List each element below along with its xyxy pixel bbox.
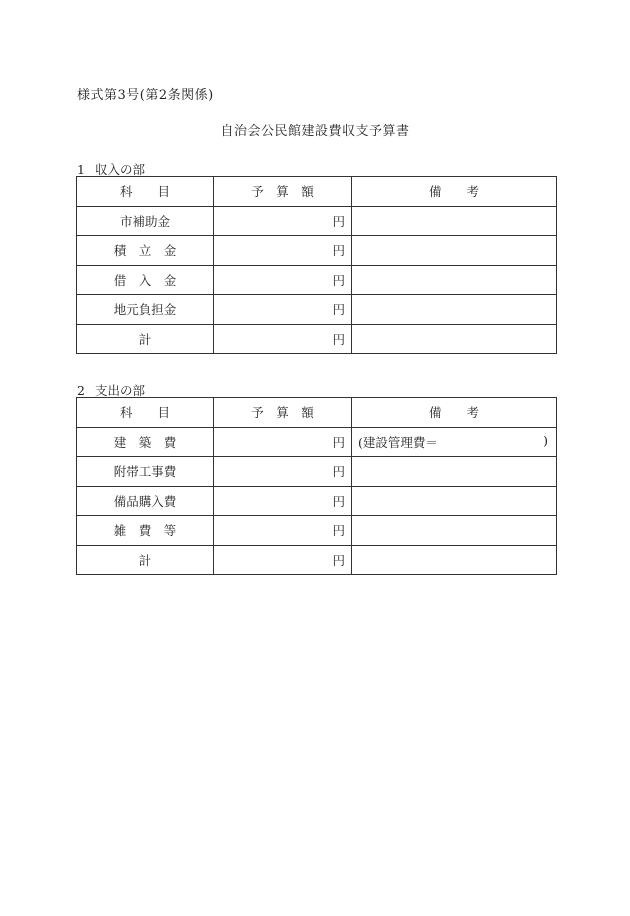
- table-total-row: [77, 324, 557, 354]
- item-cell: 備品購入費: [77, 486, 214, 516]
- item-cell: 建 築 費: [77, 427, 214, 457]
- remark-cell[interactable]: [352, 457, 557, 487]
- expense-section-number: 2: [77, 383, 85, 398]
- item-cell: 雑 費 等: [77, 516, 214, 546]
- document-title: 自治会公民館建設費収支予算書: [220, 124, 410, 139]
- remark-close-text: ): [543, 432, 548, 448]
- remark-cell[interactable]: [352, 265, 557, 295]
- table-row: [77, 457, 557, 487]
- table-header-row: [77, 398, 557, 428]
- table-total-row: [77, 545, 557, 575]
- item-cell: 積 立 金: [77, 236, 214, 266]
- remark-open-text: (建設管理費＝: [358, 434, 438, 450]
- remark-cell[interactable]: [352, 324, 557, 354]
- header-remarks: 備 考: [352, 398, 557, 428]
- remark-cell[interactable]: [352, 295, 557, 325]
- header-amount: 予 算 額: [214, 177, 352, 207]
- header-remarks: 備 考: [352, 177, 557, 207]
- amount-cell[interactable]: 円: [214, 516, 352, 546]
- amount-cell[interactable]: 円: [214, 265, 352, 295]
- remark-cell[interactable]: [352, 545, 557, 575]
- table-header-row: [77, 177, 557, 207]
- item-cell: 市補助金: [77, 206, 214, 236]
- table-row: [77, 236, 557, 266]
- remark-cell[interactable]: [352, 206, 557, 236]
- remark-cell[interactable]: [352, 516, 557, 546]
- table-row: [77, 206, 557, 236]
- item-cell: 計: [77, 545, 214, 575]
- table-row: [77, 295, 557, 325]
- form-number: 様式第3号(第2条関係): [77, 88, 214, 103]
- table-row: [77, 516, 557, 546]
- remark-cell[interactable]: [352, 427, 557, 457]
- amount-cell[interactable]: 円: [214, 486, 352, 516]
- amount-cell[interactable]: 円: [214, 295, 352, 325]
- income-section-label: 収入の部: [95, 162, 146, 177]
- item-cell: 借 入 金: [77, 265, 214, 295]
- remark-cell[interactable]: [352, 486, 557, 516]
- amount-cell[interactable]: 円: [214, 427, 352, 457]
- remark-cell[interactable]: [352, 236, 557, 266]
- expense-section-label: 支出の部: [95, 383, 146, 398]
- amount-cell[interactable]: 円: [214, 545, 352, 575]
- income-table: [76, 176, 557, 354]
- amount-cell[interactable]: 円: [214, 324, 352, 354]
- remark-bracket: [358, 433, 556, 451]
- table-row: [77, 265, 557, 295]
- item-cell: 附帯工事費: [77, 457, 214, 487]
- table-row: [77, 427, 557, 457]
- amount-cell[interactable]: 円: [214, 457, 352, 487]
- header-item: 科 目: [77, 177, 214, 207]
- item-cell: 地元負担金: [77, 295, 214, 325]
- income-section-number: 1: [77, 162, 85, 177]
- amount-cell[interactable]: 円: [214, 206, 352, 236]
- header-item: 科 目: [77, 398, 214, 428]
- header-amount: 予 算 額: [214, 398, 352, 428]
- item-cell: 計: [77, 324, 214, 354]
- expense-table: [76, 397, 557, 575]
- amount-cell[interactable]: 円: [214, 236, 352, 266]
- table-row: [77, 486, 557, 516]
